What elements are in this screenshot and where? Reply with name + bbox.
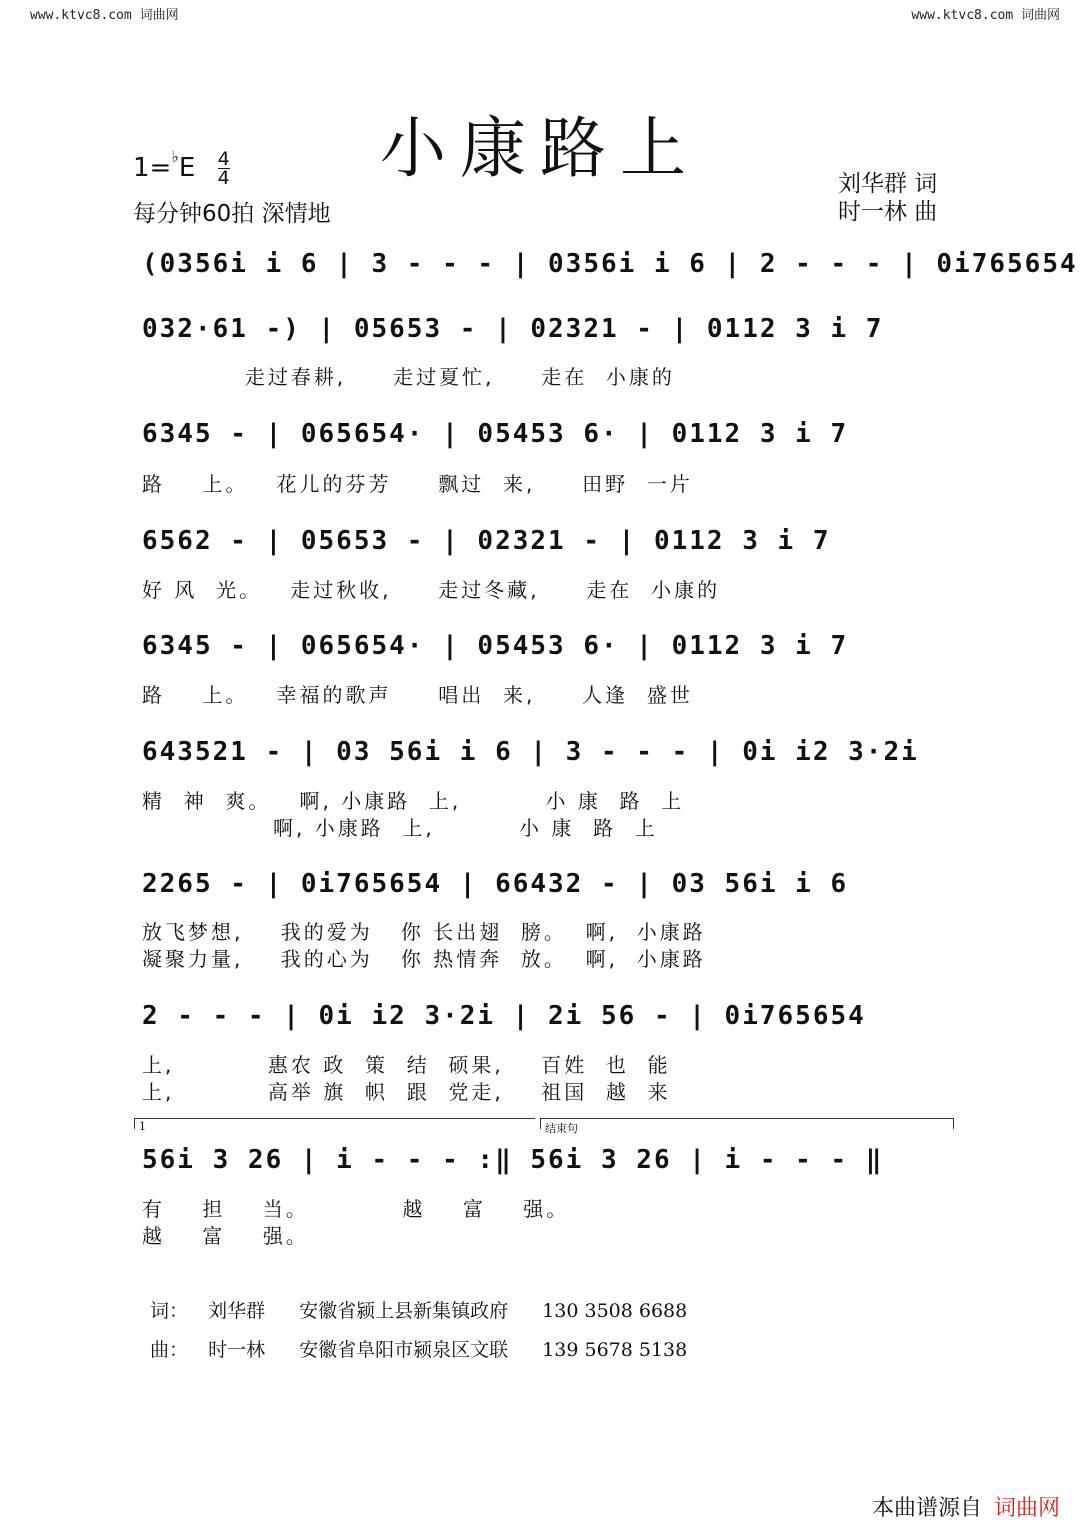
footer-org: 安徽省颍上县新集镇政府 xyxy=(299,1300,509,1322)
notes-line: 2265 - | 0i765654 | 66432 - | 03 56i i 6 xyxy=(142,869,849,899)
notes-line: 032·61 -) | 05653 - | 02321 - | 0112 3 i 7 xyxy=(142,314,884,344)
lyrics-line-2: 上, 高举 旗 帜 跟 党走, 祖国 越 来 xyxy=(142,1080,671,1104)
lyrics-line-2: 越 富 强。 xyxy=(142,1224,309,1248)
time-signature xyxy=(218,150,230,187)
coda-bracket xyxy=(540,1118,954,1129)
notes-line: (0356i i 6 | 3 - - - | 0356i i 6 | 2 - - - | 0i765654 xyxy=(142,249,1078,279)
notes-line: 2 - - - | 0i i2 3·2i | 2i 56 - | 0i765654 xyxy=(142,1001,866,1031)
lyrics-line-1: 路 上。 幸福的歌声 唱出 来, 人逢 盛世 xyxy=(142,683,693,707)
first-ending-bracket xyxy=(134,1118,535,1129)
score-system-7 xyxy=(142,860,954,970)
lyrics-line-1: 上, 惠农 政 策 结 硕果, 百姓 也 能 xyxy=(142,1053,671,1077)
key-prefix: 1= xyxy=(133,153,172,183)
score-system-8 xyxy=(142,992,954,1102)
watermark-left: www.ktvc8.com 词曲网 xyxy=(30,8,179,23)
footer-label: 词： xyxy=(150,1300,189,1322)
lyricist-credit: 刘华群 词 xyxy=(838,171,938,197)
lyrics-line-1: 路 上。 花儿的芬芳 飘过 来, 田野 一片 xyxy=(142,472,693,496)
notes-line: 6562 - | 05653 - | 02321 - | 0112 3 i 7 xyxy=(142,526,831,556)
footer-row-composer xyxy=(150,1335,687,1362)
key-note: E xyxy=(178,153,196,183)
composer-credit: 时一林 曲 xyxy=(838,199,938,225)
tempo-marking: 每分钟60拍 深情地 xyxy=(133,201,331,227)
song-title: 小康路上 xyxy=(380,110,700,187)
source-site-link[interactable]: 词曲网 xyxy=(993,1496,1060,1521)
score-system-1 xyxy=(142,240,1078,290)
lyrics-line-1: 放飞梦想, 我的爱为 你 长出翅 膀。 啊, 小康路 xyxy=(142,920,706,944)
score-system-5 xyxy=(142,622,954,712)
footer-name: 时一林 xyxy=(208,1339,266,1361)
lyrics-line-1: 好 风 光。 走过秋收, 走过冬藏, 走在 小康的 xyxy=(142,578,721,602)
source-text: 本曲谱源自 xyxy=(871,1496,982,1521)
source-credit xyxy=(872,1491,1060,1522)
first-ending-label: 1 xyxy=(139,1120,146,1133)
lyrics-line-1: 有 担 当。 越 富 强。 xyxy=(142,1197,570,1221)
footer-name: 刘华群 xyxy=(208,1300,266,1322)
footer-org: 安徽省阜阳市颍泉区文联 xyxy=(299,1339,509,1361)
lyrics-line-1: 精 神 爽。 啊, 小康路 上, 小 康 路 上 xyxy=(142,789,685,813)
notes-line: 6345 - | 065654· | 05453 6· | 0112 3 i 7 xyxy=(142,631,849,661)
score-system-2 xyxy=(142,305,954,395)
score-system-4 xyxy=(142,517,954,607)
credits xyxy=(838,170,937,226)
watermark-right: www.ktvc8.com 词曲网 xyxy=(911,8,1060,23)
notes-line: 643521 - | 03 56i i 6 | 3 - - - | 0i i2 3·2i xyxy=(142,737,919,767)
footer-phone: 130 3508 6688 xyxy=(542,1300,688,1322)
lyrics-line-2: 啊, 小康路 上, 小 康 路 上 xyxy=(142,816,658,840)
score-system-6 xyxy=(142,728,954,838)
footer-row-lyricist xyxy=(150,1296,687,1323)
flat-icon: ♭ xyxy=(171,147,179,166)
notes-line: 6345 - | 065654· | 05453 6· | 0112 3 i 7 xyxy=(142,419,849,449)
time-top: 4 xyxy=(217,148,230,170)
lyrics-line-1: 走过春耕, 走过夏忙, 走在 小康的 xyxy=(142,365,675,389)
lyrics-line-2: 凝聚力量, 我的心为 你 热情奔 放。 啊, 小康路 xyxy=(142,947,706,971)
score-system-9 xyxy=(142,1136,954,1246)
coda-label: 结束句 xyxy=(545,1122,578,1135)
notes-line: 56i 3 26 | i - - - :‖ 56i 3 26 | i - - - ‖ xyxy=(142,1145,884,1175)
score-system-3 xyxy=(142,410,954,500)
footer-phone: 139 5678 5138 xyxy=(542,1339,688,1361)
time-bottom: 4 xyxy=(217,167,230,189)
key-signature xyxy=(133,147,230,189)
footer-label: 曲： xyxy=(150,1339,189,1361)
